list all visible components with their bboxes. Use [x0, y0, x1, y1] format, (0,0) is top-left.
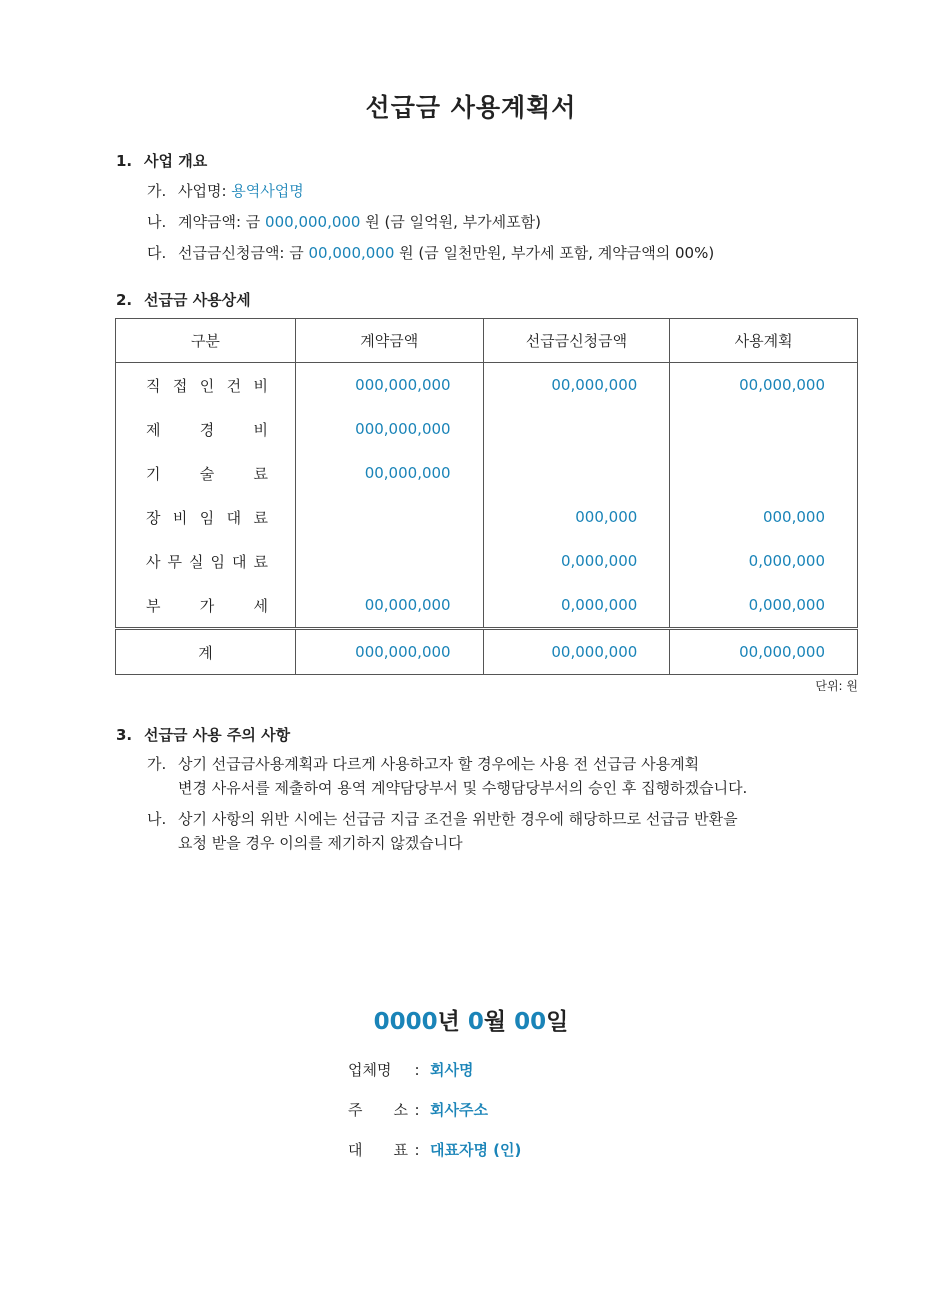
caution-item: 나. 상기 사항의 위반 시에는 선급금 지급 조건을 위반한 경우에 해당하므로 선급금 반환을	[147, 810, 738, 828]
cell-plan: 0,000,000	[670, 583, 858, 629]
cell-plan	[670, 451, 858, 495]
document-title: 선급금 사용계획서	[365, 93, 577, 122]
date-month: 0	[467, 1009, 484, 1035]
contract-amount-value: 000,000,000	[265, 213, 361, 231]
header-contract: 계약금액	[295, 319, 483, 363]
section-1-heading	[116, 150, 207, 171]
cell-contract: 000,000,000	[295, 363, 483, 408]
company-address-value: 회사주소	[430, 1101, 488, 1119]
advance-usage-table	[115, 318, 858, 675]
caution-item-continuation: 변경 사유서를 제출하여 용역 계약담당부서 및 수행담당부서의 승인 후 집행하겠습니다.	[178, 779, 748, 797]
section-3-number: 3.	[116, 726, 133, 744]
row-label: 제 경 비	[146, 420, 268, 439]
date-day: 00	[514, 1009, 547, 1035]
document-date: 0000년 0월 00일	[373, 1009, 569, 1035]
section-2-number: 2.	[116, 291, 133, 309]
cell-contract	[295, 495, 483, 539]
cell-plan	[670, 407, 858, 451]
total-contract: 000,000,000	[295, 629, 483, 675]
section-2-title: 선급금 사용상세	[144, 291, 251, 309]
caution-item-continuation: 요청 받을 경우 이의를 제기하지 않겠습니다	[178, 834, 463, 852]
cell-advance	[483, 451, 670, 495]
table-row	[116, 363, 858, 408]
cell-advance: 000,000	[483, 495, 670, 539]
section-3-title: 선급금 사용 주의 사항	[144, 726, 291, 744]
table-row	[116, 495, 858, 539]
table-row	[116, 583, 858, 629]
cell-plan: 0,000,000	[670, 539, 858, 583]
date-year: 0000	[373, 1009, 438, 1035]
table-total-row	[116, 629, 858, 675]
unit-note: 단위: 원	[815, 679, 858, 693]
section-1-number: 1.	[116, 152, 133, 170]
cell-contract: 00,000,000	[295, 451, 483, 495]
cell-plan: 000,000	[670, 495, 858, 539]
row-label: 부 가 세	[146, 596, 268, 615]
cell-advance: 00,000,000	[483, 363, 670, 408]
cell-plan: 00,000,000	[670, 363, 858, 408]
cell-advance: 0,000,000	[483, 539, 670, 583]
overview-item-advance-amount: 다. 선급금신청금액: 금 00,000,000 원 (금 일천만원, 부가세 포함, 계약금액의 00%)	[147, 244, 715, 262]
cell-contract: 000,000,000	[295, 407, 483, 451]
section-2-heading	[116, 289, 251, 310]
signature-address: 주 소 : 회사주소	[348, 1101, 488, 1119]
header-category: 구분	[116, 319, 296, 363]
table-header-row	[116, 319, 858, 363]
company-name-value: 회사명	[430, 1061, 474, 1079]
table-row	[116, 539, 858, 583]
row-label: 장 비 임 대 료	[146, 508, 268, 527]
table-row	[116, 407, 858, 451]
cell-contract	[295, 539, 483, 583]
row-label: 직 접 인 건 비	[146, 376, 268, 395]
overview-item-contract-amount: 나. 계약금액: 금 000,000,000 원 (금 일억원, 부가세포함)	[147, 213, 541, 231]
cell-advance	[483, 407, 670, 451]
total-advance: 00,000,000	[483, 629, 670, 675]
total-label: 계	[116, 629, 296, 675]
section-1-title: 사업 개요	[144, 152, 208, 170]
section-3-heading	[116, 724, 290, 745]
header-advance: 선급금신청금액	[483, 319, 670, 363]
project-name-value: 용역사업명	[231, 182, 304, 200]
caution-item: 가. 상기 선급금사용계획과 다르게 사용하고자 할 경우에는 사용 전 선급금 사용계획	[147, 755, 700, 773]
cell-contract: 00,000,000	[295, 583, 483, 629]
signature-company: 업체명 : 회사명	[348, 1061, 474, 1079]
row-label: 기 술 료	[146, 464, 268, 483]
signature-representative: 대 표 : 대표자명 (인)	[348, 1141, 522, 1159]
total-plan: 00,000,000	[670, 629, 858, 675]
table-row	[116, 451, 858, 495]
header-plan: 사용계획	[670, 319, 858, 363]
representative-value: 대표자명 (인)	[430, 1141, 522, 1159]
row-label: 사 무 실 임 대 료	[146, 552, 268, 571]
overview-item-project-name: 가. 사업명: 용역사업명	[147, 182, 304, 200]
advance-amount-value: 00,000,000	[308, 244, 395, 262]
cell-advance: 0,000,000	[483, 583, 670, 629]
